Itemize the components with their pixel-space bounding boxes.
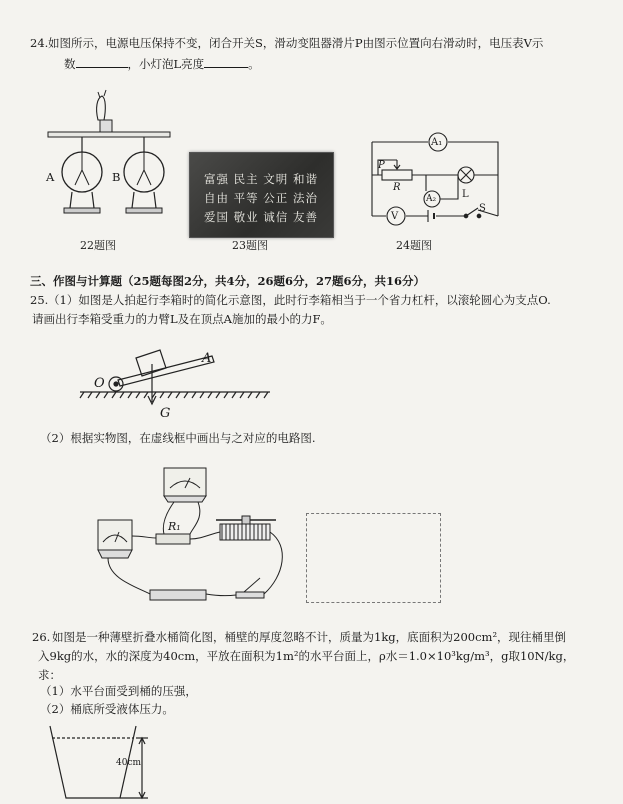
q25-lever-diagram <box>80 340 280 420</box>
q24-blank-2 <box>204 56 248 68</box>
q26-sub2: （2）桶底所受液体压力。 <box>40 702 174 716</box>
fig24-a1-label: A₁ <box>431 137 443 148</box>
fig24-a2-label: A₂ <box>426 194 437 204</box>
fig23-caption: 23题图 <box>232 239 268 252</box>
q26-depth-label: 40cm <box>116 758 142 768</box>
fig22-diagram <box>40 90 190 235</box>
q26-number: 26. <box>32 630 51 644</box>
fig24-v-label: V <box>391 211 399 222</box>
fig22-caption: 22题图 <box>80 239 116 252</box>
q24-line1: 如图所示，电源电压保持不变，闭合开关S，滑动变阻器滑片P由图示位置向右滑动时，电压表V示 <box>48 36 544 50</box>
fig23-row-3: 爱国 敬业 诚信 友善 <box>204 210 318 224</box>
q26-bucket-diagram <box>40 724 170 804</box>
fig23-row-1: 富强 民主 文明 和谐 <box>204 172 318 186</box>
q26-sub1: （1）水平台面受到桶的压强， <box>40 684 197 698</box>
q26-line1: 如图是一种薄壁折叠水桶简化图，桶壁的厚度忽略不计，质量为1kg，底面积为200cm²，现往桶里倒 <box>52 630 567 644</box>
q25-label-r1: R₁ <box>168 520 181 533</box>
q25-label-o: O <box>94 376 105 391</box>
q25-part2: （2）根据实物图，在虚线框中画出与之对应的电路图. <box>40 431 316 445</box>
q25-number: 25. <box>30 293 49 307</box>
q25-label-a: A <box>202 351 212 366</box>
fig24-caption: 24题图 <box>396 239 432 252</box>
q25-part1-line1: （1）如图是人拍起行李箱时的简化示意图，此时行李箱相当于一个省力杠杆，以滚轮圆心为支点O. <box>48 293 551 307</box>
q26-line3: 求： <box>38 668 61 682</box>
q25-label-g: G <box>160 406 171 421</box>
q25-part1-line2: 请画出行李箱受重力的力臂L及在顶点A施加的最小的力F。 <box>32 312 332 326</box>
fig23-board <box>189 152 334 238</box>
fig22-label-b: B <box>112 170 121 184</box>
q24-line2 <box>64 56 260 72</box>
q24-line2-end: 。 <box>248 57 260 71</box>
q24-line2-prefix: 数 <box>64 57 76 71</box>
section3-heading: 三、作图与计算题（25题每图2分，共4分，26题6分，27题6分，共16分） <box>30 274 426 288</box>
q24-number: 24. <box>30 36 49 50</box>
fig24-l-label: L <box>462 189 469 200</box>
q24-blank-1 <box>76 56 128 68</box>
q26-line2: 入9kg的水，水的深度为40cm，平放在面积为1m²的水平台面上，ρ水＝1.0×10³kg/m³，g取10N/kg， <box>38 649 575 663</box>
q24-line2-mid: ，小灯泡L亮度 <box>127 57 205 71</box>
fig24-r-label: R <box>393 182 401 193</box>
q25-physical-circuit <box>94 466 294 606</box>
q25-answer-box[interactable] <box>306 513 441 603</box>
fig23-row-2: 自由 平等 公正 法治 <box>204 191 318 205</box>
fig22-label-a: A <box>46 170 55 184</box>
fig24-p-label: P <box>378 160 385 171</box>
fig24-s-label: S <box>479 203 486 214</box>
